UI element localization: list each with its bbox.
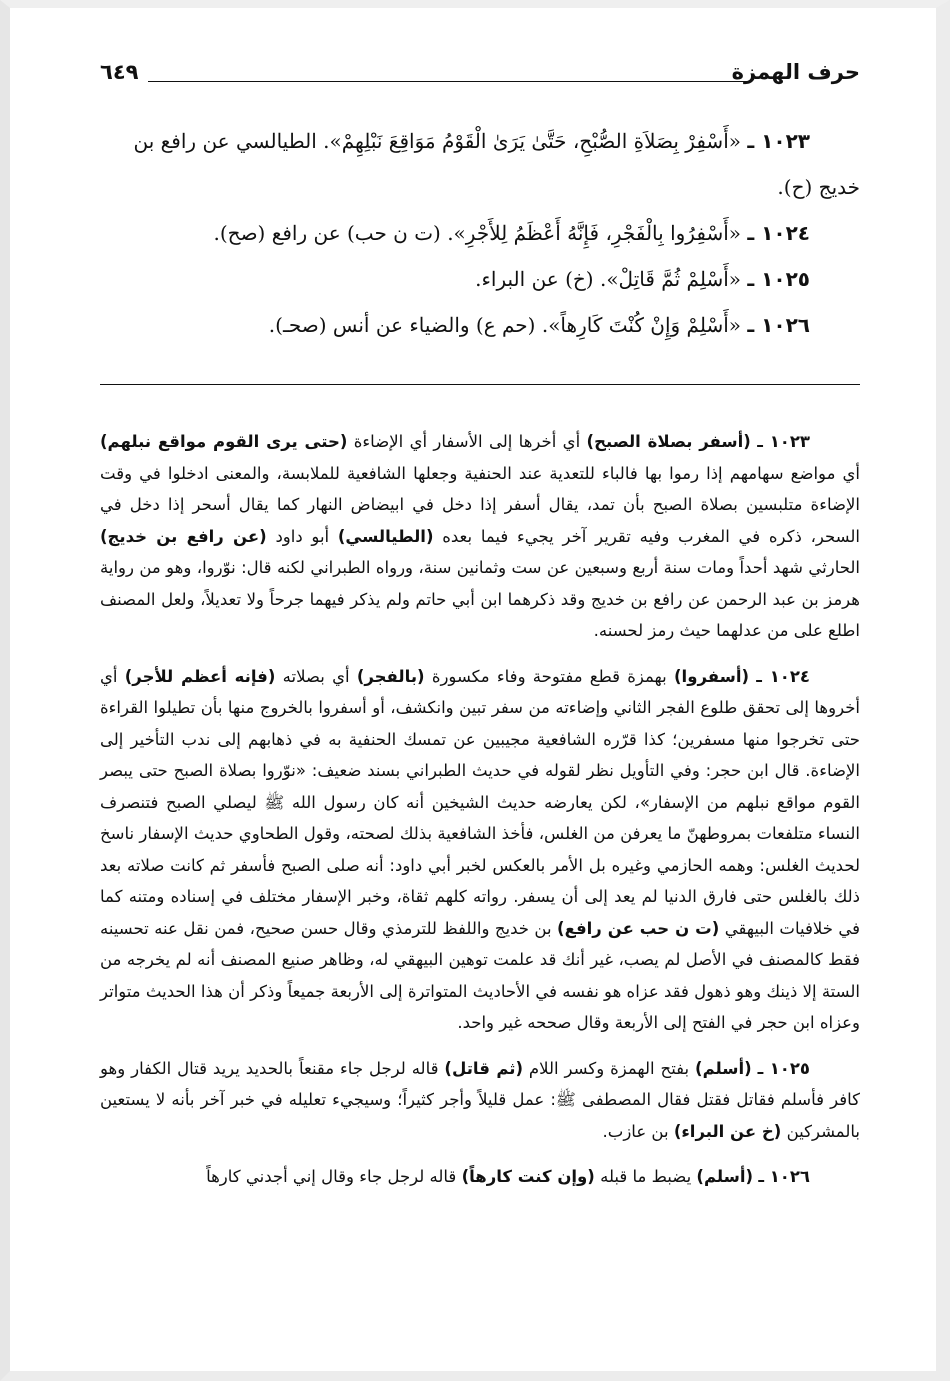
commentary-text: بهمزة قطع مفتوحة وفاء مكسورة — [424, 666, 675, 686]
commentary-1024 — [100, 661, 860, 1039]
hadith-number: ١٠٢٤ ـ — [747, 221, 810, 245]
quoted-phrase: (أسفروا) — [674, 666, 750, 686]
book-page — [100, 58, 860, 1358]
hadith-number: ١٠٢٣ ـ — [747, 129, 810, 153]
page-header — [100, 58, 860, 92]
commentary-number: ١٠٢٦ ـ — [758, 1167, 810, 1186]
hadith-number: ١٠٢٦ ـ — [747, 313, 810, 337]
quoted-phrase: (عن رافع بن خديج) — [100, 526, 267, 546]
quoted-phrase: (حتى يرى القوم مواقع نبلهم) — [100, 432, 348, 451]
hadith-1023 — [100, 118, 860, 164]
hadith-text-section — [100, 118, 860, 348]
quoted-phrase: (أسفر بصلاة الصبح) — [586, 432, 751, 451]
quoted-phrase: (فإنه أعظم للأجر) — [124, 666, 276, 686]
commentary-text: قاله لرجل جاء وقال إني أجدني كارهاً — [206, 1167, 462, 1186]
commentary-text: أي أخرها إلى الأسفار أي الإضاءة — [347, 432, 587, 451]
quoted-phrase: (ثم قاتل) — [444, 1058, 523, 1078]
chapter-title: حرف الهمزة — [731, 60, 860, 84]
hadith-text: «أَسْلِمْ وَإِنْ كُنْتَ كَارِهاً». (حم ع) والضياء عن أنس (صحـ). — [268, 313, 741, 337]
commentary-number: ١٠٢٣ ـ — [757, 432, 811, 451]
hadith-text: «أَسْفِرْ بِصَلاَةِ الصُّبْحِ، حَتَّىٰ يَرَىٰ الْقَوْمُ مَوَاقِعَ نَبْلِهِمْ». الطيالسي عن رافع بن — [133, 129, 741, 153]
commentary-text: يضبط ما قبله — [594, 1167, 697, 1186]
hadith-number: ١٠٢٥ ـ — [747, 267, 810, 291]
commentary-1026 — [100, 1161, 860, 1193]
commentary-text: بن خديج واللفظ للترمذي وقال حسن صحيح، فمن نقل عنه تحسينه فقط كالمصنف في الأصل لم يصب، غير أنك قد علمت توهين البيهقي له، وظاهر صنيع المصنف أنه لم يخرجه من الستة إلا ذينك وهو ذهول فقد عزاه هو نفسه في الأحاديث المتواترة إلى الأربعة جميعاً وذكر أن هذا الحديث متواتر وعزاه ابن حجر في الفتح إلى الأربعة وقال صححه غير واحد. — [100, 918, 860, 1032]
quoted-phrase: (وإن كنت كارهاً) — [461, 1167, 595, 1186]
commentary-text: أبو داود — [266, 526, 338, 546]
hadith-1023-continuation: خديج (ح). — [777, 175, 860, 199]
hadith-1024 — [100, 210, 860, 256]
header-rule — [148, 81, 748, 82]
quoted-phrase: (خ عن البراء) — [673, 1121, 782, 1141]
quoted-phrase: (الطيالسي) — [337, 526, 434, 546]
commentary-text: أي أخروها إلى تحقق طلوع الفجر الثاني وإضاءته من سفر تبين وانكشف، أو أسفروا بالخروج منها بأن تطيلوا القراءة حتى تخرجوا منها مسفرين؛ كذا قرّره الشافعية مجيبين عن تمسك الحنفية به في ذهابهم إلى ندب التأخير إلى الإضاءة. قال ابن حجر: وفي التأويل نظر لقوله في حديث الطبراني بسند ضعيف: «نوّروا بصلاة الصبح حتى يبصر القوم مواقع نبلهم من الإسفار»، لكن يعارضه حديث الشيخين أنه كان رسول الله ﷺ ليصلي الصبح فتنصرف النساء متلفعات بمروطهنّ ما يعرفن من الغلس، فأخذ الشافعية بذلك لصحته، وقول الطحاوي حديث الإسفار ناسخ لحديث الغلس: وهمه الحازمي وغيره بل الأمر بالعكس لخبر أبي داود: أنه صلى الصبح فأسفر ثم كانت صلاته بعد ذلك بالغلس حتى فارق الدنيا لم يعد إلى أن يسفر. رواته كلهم ثقاة، وخبر الإسفار مختلف في إسناده ومتنه كما في خلافيات البيهقي — [100, 666, 860, 938]
page-number: ٦٤٩ — [100, 60, 139, 84]
commentary-text: بفتح الهمزة وكسر اللام — [523, 1058, 696, 1078]
commentary-number: ١٠٢٥ ـ — [757, 1058, 810, 1078]
commentary-section — [100, 426, 860, 1207]
commentary-number: ١٠٢٤ ـ — [756, 666, 810, 686]
hadith-text: «أَسْفِرُوا بِالْفَجْرِ، فَإِنَّهُ أَعْظَمُ لِلأَجْرِ». (ت ن حب) عن رافع (صح). — [213, 221, 741, 245]
commentary-text: قاله لرجل جاء مقنعاً بالحديد يريد قتال الكفار وهو كافر فأسلم فقاتل فقتل فقال المصطفى ﷺ: عمل قليلاً وأجر كثيراً؛ وسيجيء تعليله في خبر آخر بأنه لا يستعين بالمشركين — [100, 1058, 860, 1141]
commentary-text: أي بصلاته — [275, 666, 357, 686]
hadith-text: «أَسْلِمْ ثُمَّ قَاتِلْ». (خ) عن البراء. — [475, 267, 741, 291]
quoted-phrase: (ت ن حب عن رافع) — [557, 918, 720, 938]
quoted-phrase: (أسلم) — [696, 1167, 754, 1186]
hadith-1025 — [100, 256, 860, 302]
section-separator — [100, 384, 860, 385]
commentary-text: الحارثي شهد أحداً ومات سنة أربع وسبعين عن ست وثمانين سنة، ورواه الطبراني لكنه قال: نوّروا، وهو من رواية هرمز بن عبد الرحمن عن رافع بن خديج وقد ذكرهما ابن أبي حاتم ولم يذكر فيهما جرحاً ولا تعديلاً، ولعل المصنف اطلع على من عدلهما حيث رمز لحسنه. — [100, 558, 860, 640]
hadith-1026 — [100, 302, 860, 348]
commentary-text: أي مواضع سهامهم إذا رموا بها فالباء للتعدية عند الحنفية وجعلها الشافعية للملابسة، والمعنى ادخلوا في وقت الإضاءة متلبسين بصلاة الصبح بأن تمد، يقال أسفر إذا دخل في ابيضاض النهار كما يقال أسحر إذا دخل في السحر، ذكره في المغرب وفيه تقرير آخر يجيء فيما بعده — [100, 463, 860, 546]
commentary-1023 — [100, 426, 860, 647]
quoted-phrase: (أسلم) — [695, 1058, 752, 1078]
quoted-phrase: (بالفجر) — [356, 666, 425, 686]
commentary-1025 — [100, 1053, 860, 1148]
commentary-text: بن عازب. — [602, 1121, 674, 1141]
